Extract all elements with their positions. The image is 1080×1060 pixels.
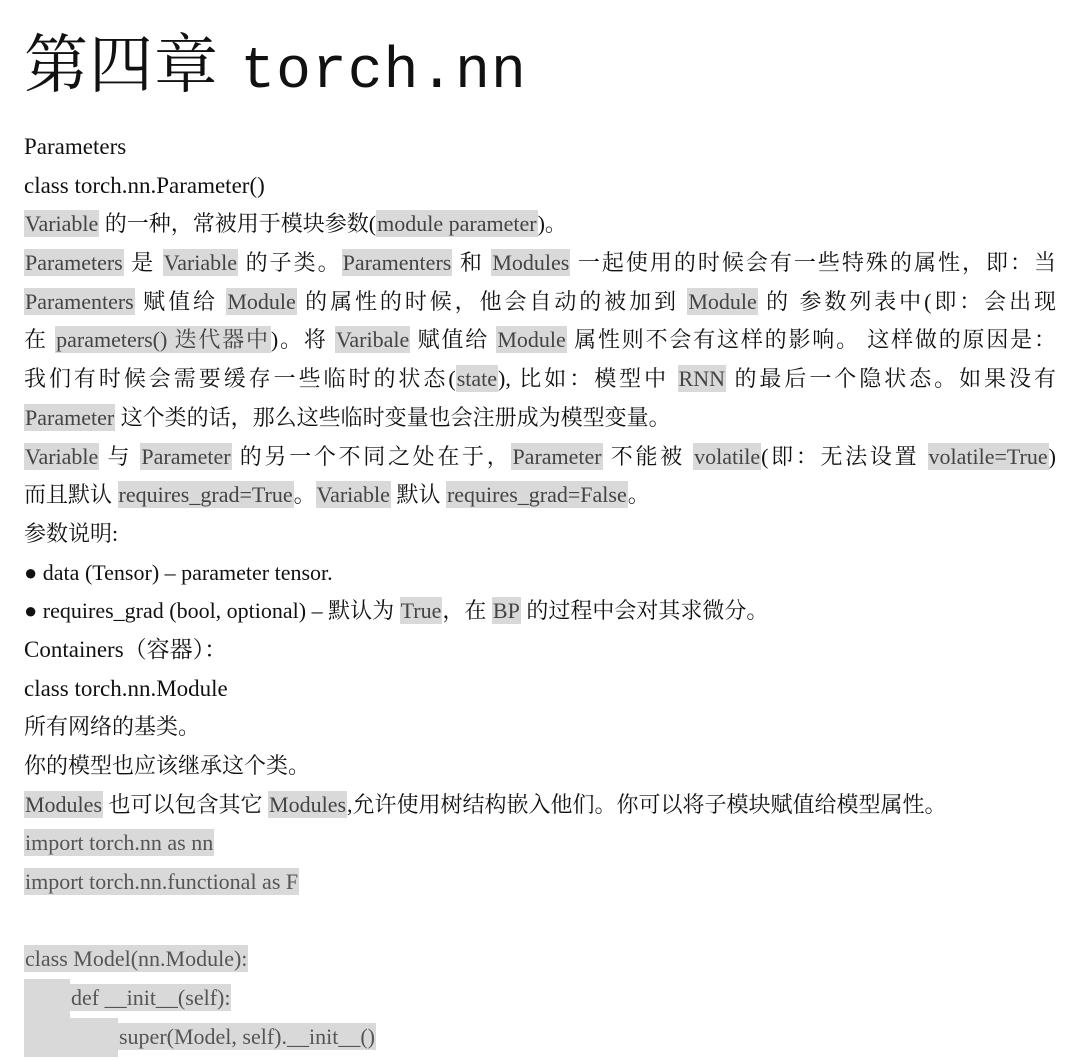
highlighted-term: Module <box>688 288 757 314</box>
bullet-item-data <box>24 554 1056 593</box>
bullet-icon: ● <box>24 598 38 624</box>
code-line <box>24 979 1056 1018</box>
code-text: class Model(nn.Module): <box>25 946 248 972</box>
text-run: 。 <box>627 482 650 508</box>
chapter-module-name: torch.nn <box>240 40 527 105</box>
text-run: (即：无法设置 <box>761 443 928 469</box>
code-block <box>24 824 1056 1056</box>
code-indent <box>24 979 70 1018</box>
paragraph-line <box>24 205 1056 244</box>
highlighted-term: Modules <box>25 791 102 817</box>
bullet-icon: ● <box>24 559 38 585</box>
text-run: data (Tensor) – parameter tensor. <box>37 559 333 585</box>
paragraph-line <box>24 283 1056 322</box>
text-run: 与 <box>99 443 141 469</box>
highlighted-term: Paramenters <box>25 288 134 314</box>
class-signature-parameter <box>24 167 1056 206</box>
highlighted-term: requires_grad=True <box>118 482 293 508</box>
text-run: 赋值给 <box>410 327 497 353</box>
paragraph-line <box>24 747 1056 786</box>
text-run: 的另一个不同之处在于， <box>231 443 512 469</box>
paragraph-line <box>24 786 1056 825</box>
bullet-item-requires-grad <box>24 592 1056 631</box>
paragraph-line <box>24 708 1056 747</box>
paragraph-line <box>24 438 1056 477</box>
text-run: 的过程中会对其求微分。 <box>520 598 769 624</box>
chapter-prefix: 第四章 <box>24 29 219 103</box>
text-run: 你的模型也应该继承这个类。 <box>24 753 311 778</box>
text-run: class torch.nn.Parameter() <box>24 172 265 198</box>
text-run: 这个类的话，那么这些临时变量也会注册成为模型变量。 <box>115 404 671 430</box>
highlighted-term: state <box>456 366 498 392</box>
highlighted-term: Module <box>227 288 296 314</box>
highlighted-term: Variable <box>25 211 99 237</box>
text-run: ), 比如：模型中 <box>498 366 678 392</box>
paragraph-line <box>24 360 1056 399</box>
text-run: 一起使用的时候会有一些特殊的属性，即：当 <box>570 250 1056 276</box>
highlighted-term: Parameter <box>25 404 115 430</box>
code-line <box>24 863 1056 902</box>
text-run: 参数说明: <box>24 520 119 546</box>
text-run: 的 参数列表中(即：会出现 <box>757 288 1056 314</box>
highlighted-term: Parameter <box>141 443 231 469</box>
text-run: 的一种，常被用于模块参数( <box>99 211 377 237</box>
highlighted-term: Varibale <box>335 327 410 353</box>
highlighted-term: Paramenters <box>342 250 452 276</box>
highlighted-term: parameters() 迭代器中 <box>56 327 270 353</box>
highlighted-term: Variable <box>316 482 390 508</box>
text-run: 和 <box>452 250 492 276</box>
text-run: 而且默认 <box>24 482 118 508</box>
text-run: ) <box>1048 443 1056 469</box>
paragraph-line <box>24 244 1056 283</box>
code-text: def __init__(self): <box>71 985 231 1011</box>
text-run: 也可以包含其它 <box>103 791 269 817</box>
highlighted-term: BP <box>492 598 520 624</box>
section-heading-containers <box>24 631 1056 670</box>
highlighted-term: Variable <box>163 250 238 276</box>
text-run: )。 <box>537 211 567 237</box>
text-run: 的子类。 <box>238 250 342 276</box>
text-run: 的属性的时候，他会自动的被加到 <box>296 288 688 314</box>
text-run: 。 <box>293 482 316 508</box>
text-run: 默认 <box>390 482 446 508</box>
highlighted-term: volatile=True <box>928 443 1048 469</box>
text-run: requires_grad (bool, optional) – 默认为 <box>37 598 400 624</box>
highlighted-term: requires_grad=False <box>446 482 627 508</box>
text-run: 我们有时候会需要缓存一些临时的状态( <box>24 366 456 392</box>
code-indent <box>24 1018 118 1057</box>
paragraph-line <box>24 321 1056 360</box>
param-desc-heading <box>24 515 1056 554</box>
text-run: 所有网络的基类。 <box>24 714 201 740</box>
text-run: ,允许使用树结构嵌入他们。你可以将子模块赋值给模型属性。 <box>347 791 947 817</box>
text-run: Containers（容器）： <box>24 636 228 662</box>
code-text: import torch.nn.functional as F <box>25 869 299 895</box>
text-run: 在 <box>24 327 56 353</box>
text-run: class torch.nn.Module <box>24 675 228 701</box>
text-run: 属性则不会有这样的影响。 这样做的原因是： <box>566 327 1056 353</box>
highlighted-term: Variable <box>25 443 99 469</box>
text-run: 不能被 <box>602 443 694 469</box>
code-line <box>24 1018 1056 1057</box>
paragraph-line <box>24 399 1056 438</box>
highlighted-term: Modules <box>269 791 347 817</box>
highlighted-term: Module <box>497 327 566 353</box>
highlighted-term: True <box>400 598 442 624</box>
text-run: 赋值给 <box>134 288 227 314</box>
code-blank-line <box>24 902 1056 941</box>
section-heading-parameters <box>24 128 1056 167</box>
highlighted-term: Parameter <box>512 443 602 469</box>
document-body <box>24 128 1056 1057</box>
text-run: 的最后一个隐状态。如果没有 <box>726 366 1056 392</box>
highlighted-term: volatile <box>694 443 761 469</box>
highlighted-term: Modules <box>492 250 570 276</box>
highlighted-term: module parameter <box>377 211 537 237</box>
text-run: 是 <box>123 250 163 276</box>
text-run: ，在 <box>442 598 492 624</box>
paragraph-line <box>24 476 1056 515</box>
code-text: super(Model, self).__init__() <box>119 1023 375 1049</box>
chapter-title <box>24 14 527 106</box>
highlighted-term: Parameters <box>25 250 123 276</box>
code-line <box>24 824 1056 863</box>
class-signature-module <box>24 670 1056 709</box>
text-run: )。将 <box>270 327 335 353</box>
highlighted-term: RNN <box>678 366 725 392</box>
code-text: import torch.nn as nn <box>25 830 214 856</box>
code-line <box>24 940 1056 979</box>
text-run: Parameters <box>24 134 127 159</box>
